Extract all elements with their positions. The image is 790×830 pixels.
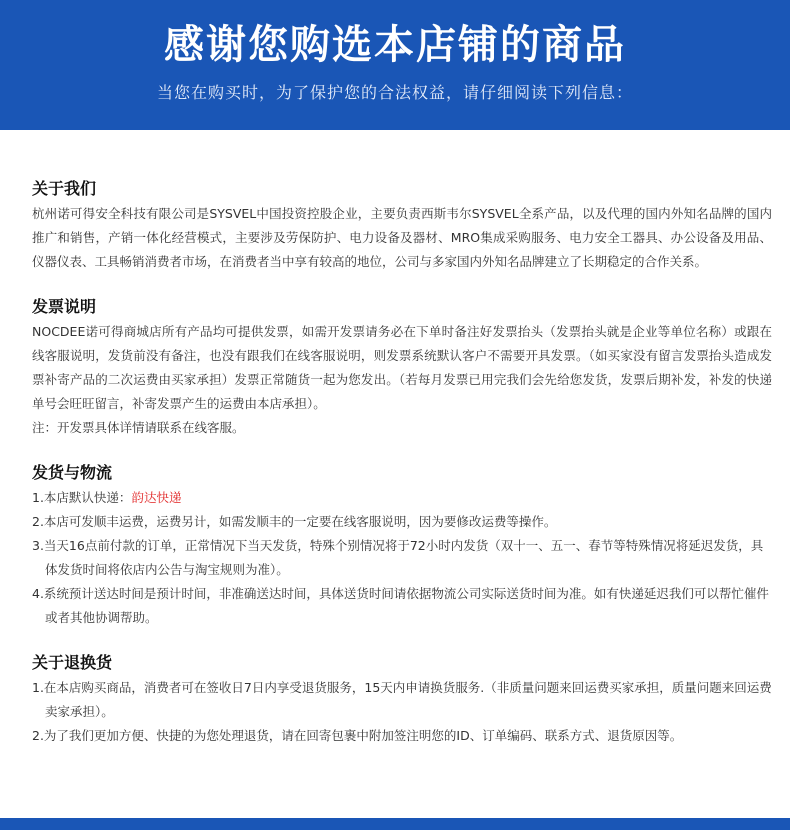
shipping-item-1-label: 1.本店默认快递： — [32, 490, 132, 505]
shipping-section — [32, 460, 772, 630]
about-section — [32, 176, 772, 274]
header-banner — [0, 0, 790, 130]
shipping-item-2: 2.本店可发顺丰运费，运费另计，如需发顺丰的一定要在线客服说明，因为要修改运费等操作。 — [32, 514, 557, 529]
about-text: 杭州诺可得安全科技有限公司是SYSVEL中国投资控股企业，主要负责西斯韦尔SYSVEL全系产品，以及代理的国内外知名品牌的国内推广和销售，产销一体化经营模式，主要涉及劳保防护、电力设备及器材、MRO集成采购服务、电力安全工器具、办公设备及用品、仪器仪表、工具畅销消费者市场，在消费者当中享有较高的地位，公司与多家国内外知名品牌建立了长期稳定的合作关系。 — [32, 206, 772, 269]
invoice-note: 注：开发票具体详情请联系在线客服。 — [32, 420, 245, 435]
footer-bar — [0, 818, 790, 830]
about-title: 关于我们 — [32, 179, 97, 198]
shipping-item-4: 4.系统预计送达时间是预计时间，非准确送达时间，具体送货时间请依据物流公司实际送货时间为准。如有快递延迟我们可以帮忙催件或者其他协调帮助。 — [32, 586, 769, 625]
invoice-text: NOCDEE诺可得商城店所有产品均可提供发票，如需开发票请务必在下单时备注好发票抬头（发票抬头就是企业等单位名称）或跟在线客服说明，发货前没有备注，也没有跟我们在线客服说明，则发票系统默认客户不需要开具发票。（如买家没有留言发票抬头造成发票补寄产品的二次运费由买家承担）发票正常随货一起为您发出。（若每月发票已用完我们会先给您发货，发票后期补发，补发的快递单号会旺旺留言，补寄发票产生的运费由本店承担）。 — [32, 324, 772, 411]
shipping-title: 发货与物流 — [32, 463, 113, 482]
notice-content — [32, 176, 772, 768]
returns-item-1: 1.在本店购买商品，消费者可在签收日7日内享受退货服务，15天内申请换货服务.（非质量问题来回运费买家承担，质量问题来回运费卖家承担）。 — [32, 680, 772, 719]
returns-item-2: 2.为了我们更加方便、快捷的为您处理退货，请在回寄包裹中附加签注明您的ID、订单编码、联系方式、退货原因等。 — [32, 728, 683, 743]
invoice-title: 发票说明 — [32, 297, 97, 316]
returns-title: 关于退换货 — [32, 653, 113, 672]
banner-title: 感谢您购选本店铺的商品 — [164, 22, 626, 68]
invoice-section — [32, 294, 772, 440]
banner-subtitle: 当您在购买时，为了保护您的合法权益，请仔细阅读下列信息： — [156, 83, 633, 102]
returns-section — [32, 650, 772, 748]
shipping-item-3: 3.当天16点前付款的订单，正常情况下当天发货，特殊个别情况将于72小时内发货（双十一、五一、春节等特殊情况将延迟发货，具体发货时间将依店内公告与淘宝规则为准）。 — [32, 538, 764, 577]
courier-name: 韵达快递 — [131, 490, 182, 505]
shipping-item-1 — [32, 486, 772, 510]
